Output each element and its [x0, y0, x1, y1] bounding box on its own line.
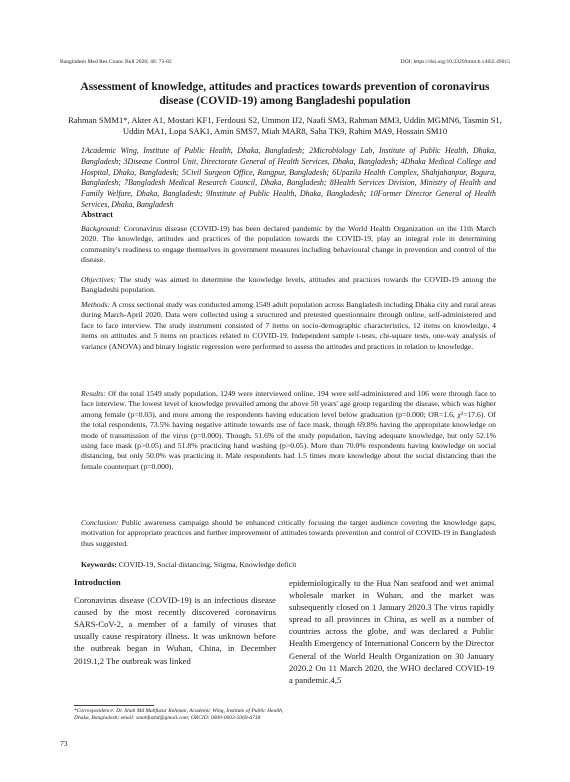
paper-title: Assessment of knowledge, attitudes and practices towards prevention of coronavirus disease (COVID-19) among Bangladeshi population [80, 81, 490, 107]
introduction-left-column [74, 576, 276, 667]
journal-citation: Bangladesh Med Res Counc Bull 2020; 46: 73-82 [60, 59, 172, 65]
objectives-text: The study was aimed to determine the knowledge levels, attitudes and practices towards the COVID-19 among the Bangladeshi population. [81, 275, 496, 295]
doi: DOI: https://doi.org/10.3329/bmrcb.v46i2.49015 [400, 59, 510, 65]
author-list: Rahman SMM1*, Akter A1, Mostari KF1, Ferdousi S2, Ummon IJ2, Naafi SM3, Rahman MM3, Uddin MGMN6, Tasmin S1, Uddin MA1, Lopa SAK1, Amin SMS7, Miah MAR8, Saha TK9, Rahim MA9, Hossain SM10 [68, 115, 502, 136]
conclusion-label: Conclusion: [81, 518, 119, 527]
introduction-heading: Introduction [74, 577, 121, 587]
background-label: Background: [81, 224, 121, 233]
footnote-rule [74, 705, 154, 706]
running-header [60, 59, 510, 65]
results-text: Of the total 1549 study population, 1249 were interviewed online, 194 were self-administered and 106 were through face to face interview. The lowest level of knowledge prevailed among the above 50 years' age group regarding the disease, which was higher among female (p=0.03), and more among the respondents having education level below graduation (p=0.000; OR=1.6, χ²=17.6). Of the total respondents, 73.5% having negative attitude towards use of face mask, though 69.8% having the appropriate knowledge on mode of transmission of the virus (p=0.000). Though, 51.6% of the study population, having adequate knowledge, but only 52.1% using face mask (p>0.05) and 51.8% practicing hand washing (p>0.05). More than 70.0% respondents having knowledge on social distancing, but only 50.0% was practicing it. Male respondents had 1.5 times more knowledge about the social distancing than the female counterpart (p=0.000). [81, 389, 496, 471]
background-text: Coronavirus disease (COVID-19) has been declared pandemic by the World Health Organization on the 11th March 2020. The knowledge, attitudes and practices of the population towards the COVID-19, play an integral role in determining community's readiness to engage themselves in government measures including behavioural change in prevention and control of the disease. [81, 224, 497, 265]
keywords [81, 560, 296, 569]
introduction-right-column [289, 577, 494, 686]
results-label: Results: [81, 389, 106, 398]
keywords-text: COVID-19, Social distancing, Stigma, Knowledge deficit [118, 560, 297, 569]
abstract-background [81, 224, 496, 266]
affiliations: 1Academic Wing, Institute of Public Health, Dhaka, Bangladesh; 2Microbiology Lab, Institute of Public Health, Dhaka, Bangladesh; 3Disease Control Unit, Directorate General of Health Services, Dhaka, Bangladesh; 4Dhaka Medical College and Hospital, Dhaka, Bangladesh; 5Civil Surgeon Office, Rangpur, Bangladesh; 6Upazila Health Complex, Shahjahanpur, Bogura, Bangladesh; 7Bangladesh Medical Research Council, Dhaka, Bangladesh; 8Health Services Division, Ministry of Health and Family Welfare, Dhaka, Bangladesh; 9Institute of Public Health, Dhaka, Bangladesh; 10Former Director General of Health Services, Dhaka, Bangladesh [81, 146, 496, 209]
methods-text: A cross sectional study was conducted among 1549 adult population across Bangladesh including Dhaka city and rural areas during March-April 2020. Data were collected using a structured and pretested questionnaire through online, self-administered and face to face interview. The study instrument consisted of 7 items on socio-demographic characteristics, 12 items on knowledge, 4 items on attitudes and 5 items on practices related to COVID-19. Independent sample t-tests, chi-square tests, one-way analysis of variance (ANOVA) and binary logistic regression were performed to assess the attitudes and practices in relation to knowledge. [81, 300, 496, 351]
introduction-right-text: epidemiologically to the Hua Nan seafood and wet animal wholesale market in Wuhan, and the market was subsequently closed on 1 January 2020.3 The virus rapidly spread to all provinces in China, as well as a number of countries across the globe, and was declared a Public Health Emergency of International Concern by the Director General of the World Health Organization on 30 January 2020.2 On 11 March 2020, the WHO declared COVID-19 a pandemic.4,5 [289, 578, 494, 685]
keywords-label: Keywords: [81, 560, 117, 569]
conclusion-text: Public awareness campaign should be enhanced critically focusing the target audience covering the knowledge gaps, motivation for appropriate practices and further improvement of attitudes towards prevention and control of COVID-19 in Bangladesh thus suggested. [81, 518, 496, 548]
introduction-left-text: Coronavirus disease (COVID-19) is an infectious disease caused by the most recently discovered coronavirus SARS-CoV-2, a member of a family of viruses that usually cause respiratory illness. It was unknown before the outbreak began in Wuhan, China, in December 2019.1,2 The outbreak was linked [74, 595, 276, 666]
abstract-methods [81, 300, 496, 352]
abstract-results [81, 389, 496, 472]
objectives-label: Objectives: [81, 275, 117, 284]
abstract-heading: Abstract [81, 209, 113, 219]
abstract-conclusion [81, 518, 496, 549]
page-number: 73 [60, 739, 68, 748]
methods-label: Methods: [81, 300, 111, 309]
abstract-objectives [81, 275, 496, 296]
correspondence-footnote: *Correspondence: Dr. Shah Md Mahfuzur Rahman, Academic Wing, Institute of Public Health, Dhaka, Bangladesh; email: smahfuzbd@gmail.com; ORCID: 0000-0003-5069-6718 [74, 708, 284, 722]
